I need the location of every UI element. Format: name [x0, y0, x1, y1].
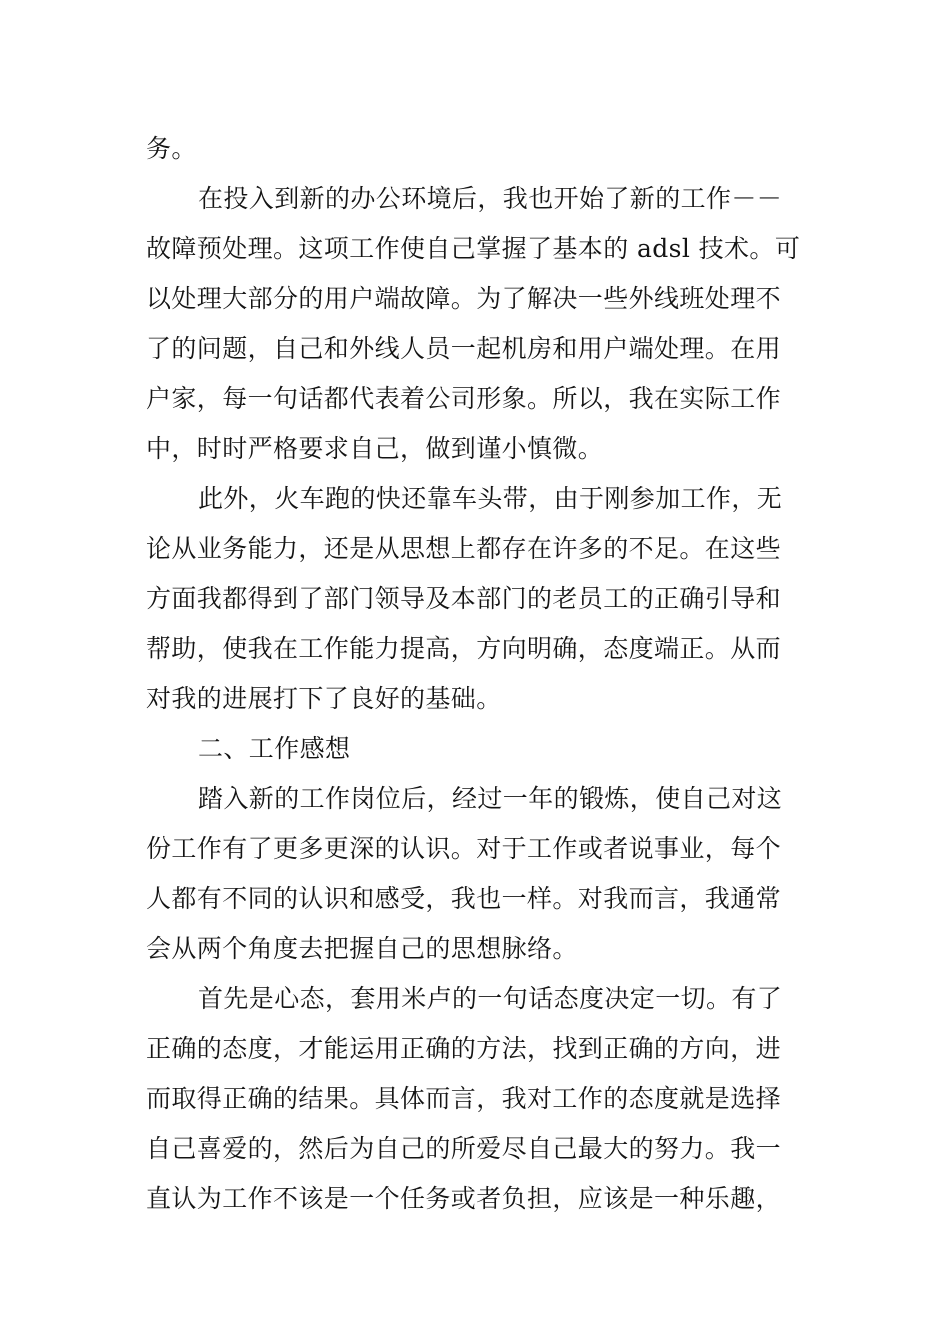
paragraph-continuation — [146, 124, 811, 174]
paragraph-guidance — [146, 474, 811, 724]
paragraph-new-office-work — [146, 174, 811, 474]
line: 了的问题，自己和外线人员一起机房和用户端处理。在用 — [146, 334, 782, 363]
section-heading — [146, 724, 811, 774]
line: 人都有不同的认识和感受，我也一样。对我而言，我通常 — [146, 884, 782, 913]
line: 务。 — [146, 134, 197, 163]
line: 份工作有了更多更深的认识。对于工作或者说事业，每个 — [146, 834, 782, 863]
document-body — [146, 124, 811, 1224]
line: 户家，每一句话都代表着公司形象。所以，我在实际工作 — [146, 384, 782, 413]
line: 对我的进展打下了良好的基础。 — [146, 684, 502, 713]
line: 在投入到新的办公环境后，我也开始了新的工作－－ — [198, 184, 783, 213]
line: 自己喜爱的，然后为自己的所爱尽自己最大的努力。我一 — [146, 1134, 782, 1163]
line: 此外，火车跑的快还靠车头带，由于刚参加工作，无 — [198, 484, 783, 513]
line: 故障预处理。这项工作使自己掌握了基本的 adsl 技术。可 — [146, 234, 801, 263]
line: 方面我都得到了部门领导及本部门的老员工的正确引导和 — [146, 584, 782, 613]
paragraph-attitude — [146, 974, 811, 1224]
section-title: 二、工作感想 — [198, 734, 351, 763]
line: 首先是心态，套用米卢的一句话态度决定一切。有了 — [198, 984, 783, 1013]
paragraph-work-thoughts — [146, 774, 811, 974]
line: 帮助，使我在工作能力提高，方向明确，态度端正。从而 — [146, 634, 782, 663]
line: 论从业务能力，还是从思想上都存在许多的不足。在这些 — [146, 534, 782, 563]
line: 踏入新的工作岗位后，经过一年的锻炼，使自己对这 — [198, 784, 783, 813]
line: 以处理大部分的用户端故障。为了解决一些外线班处理不 — [146, 284, 782, 313]
line: 正确的态度，才能运用正确的方法，找到正确的方向，进 — [146, 1034, 782, 1063]
line: 中，时时严格要求自己，做到谨小慎微。 — [146, 434, 604, 463]
line: 会从两个角度去把握自己的思想脉络。 — [146, 934, 578, 963]
line: 而取得正确的结果。具体而言，我对工作的态度就是选择 — [146, 1084, 782, 1113]
line: 直认为工作不该是一个任务或者负担，应该是一种乐趣， — [146, 1184, 782, 1213]
